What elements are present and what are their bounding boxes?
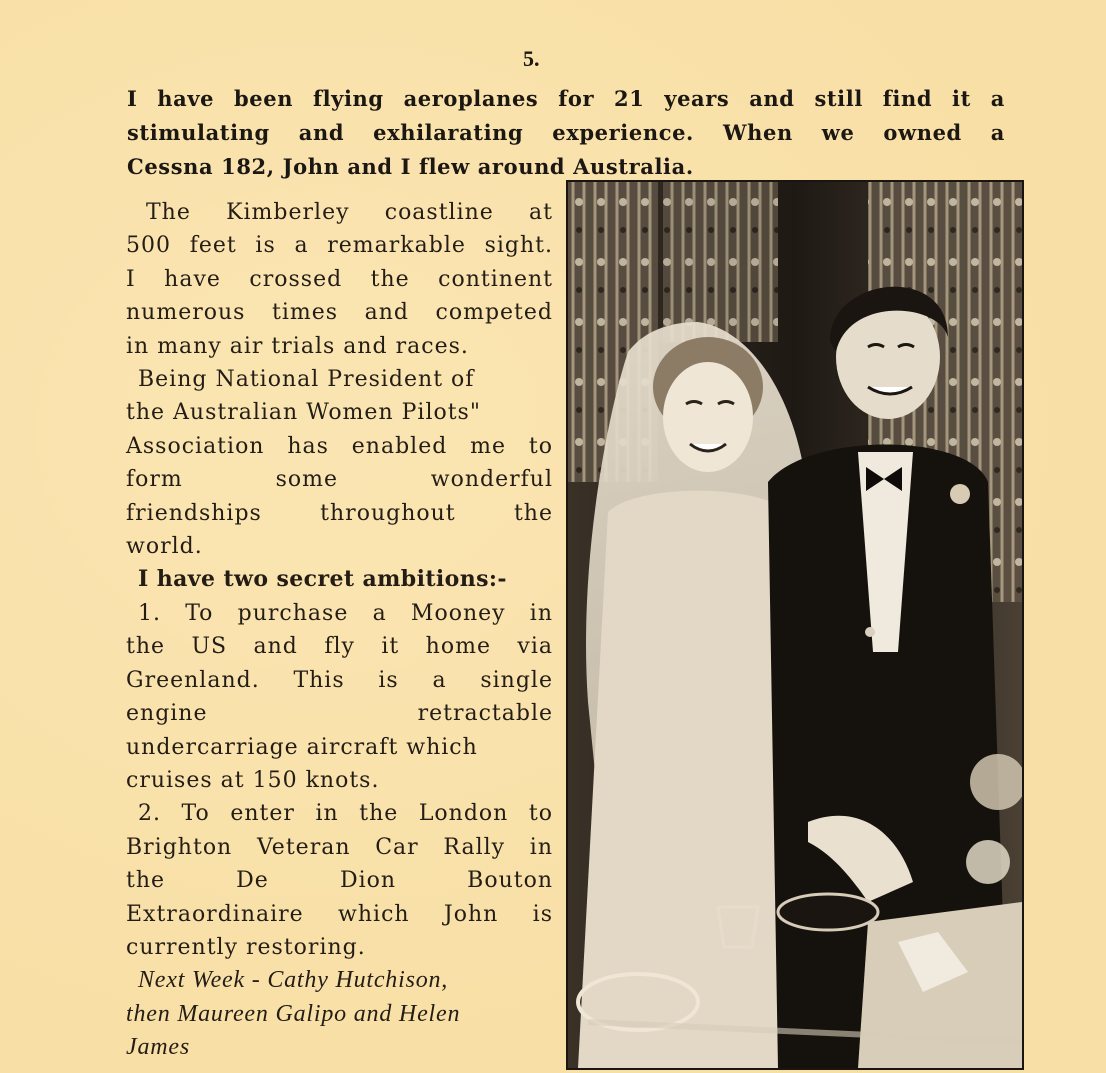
body-line: Being National President of (138, 367, 475, 393)
page-number: 5. (523, 46, 540, 71)
wedding-photo-icon (568, 182, 1022, 1068)
body-line: currently restoring. (126, 934, 366, 960)
body-line: the Australian Women Pilots" (126, 400, 481, 426)
next-week-line: then Maureen Galipo and Helen (126, 1000, 461, 1027)
body-line: world. (126, 534, 203, 560)
intro-line: stimulating and exhilarating experience. When we owned a (127, 120, 1005, 145)
body-line: in many air trials and races. (126, 333, 469, 359)
article-column (126, 196, 553, 1065)
next-week-line: James (126, 1034, 190, 1061)
wedding-photo (566, 180, 1024, 1070)
next-week-line: Next Week - Cathy Hutchison, (138, 967, 449, 994)
ambitions-heading: I have two secret ambitions:- (138, 566, 507, 593)
body-line: numerous times and competed (126, 300, 553, 326)
body-line: cruises at 150 knots. (126, 767, 380, 793)
body-line: engine retractable (126, 701, 553, 727)
body-line: I have crossed the continent (126, 266, 553, 292)
intro-line: Cessna 182, John and I flew around Australia. (127, 154, 694, 179)
body-line: 2. To enter in the London to (138, 801, 553, 827)
body-line: undercarriage aircraft which (126, 734, 478, 760)
body-line: The Kimberley coastline at (146, 200, 553, 225)
body-line: the US and fly it home via (126, 634, 553, 660)
body-line: Extraordinaire which John is (126, 901, 553, 927)
body-line: Brighton Veteran Car Rally in (126, 834, 553, 860)
body-line: 500 feet is a remarkable sight. (126, 233, 553, 259)
body-line: Association has enabled me to (126, 433, 553, 459)
body-line: the De Dion Bouton (126, 868, 553, 894)
body-line: form some wonderful (126, 467, 553, 493)
body-line: friendships throughout the (126, 500, 553, 526)
intro-paragraph (127, 82, 1005, 184)
body-line: 1. To purchase a Mooney in (138, 600, 553, 626)
body-line: Greenland. This is a single (126, 667, 553, 693)
intro-line: I have been flying aeroplanes for 21 years and still find it a (127, 86, 1005, 111)
